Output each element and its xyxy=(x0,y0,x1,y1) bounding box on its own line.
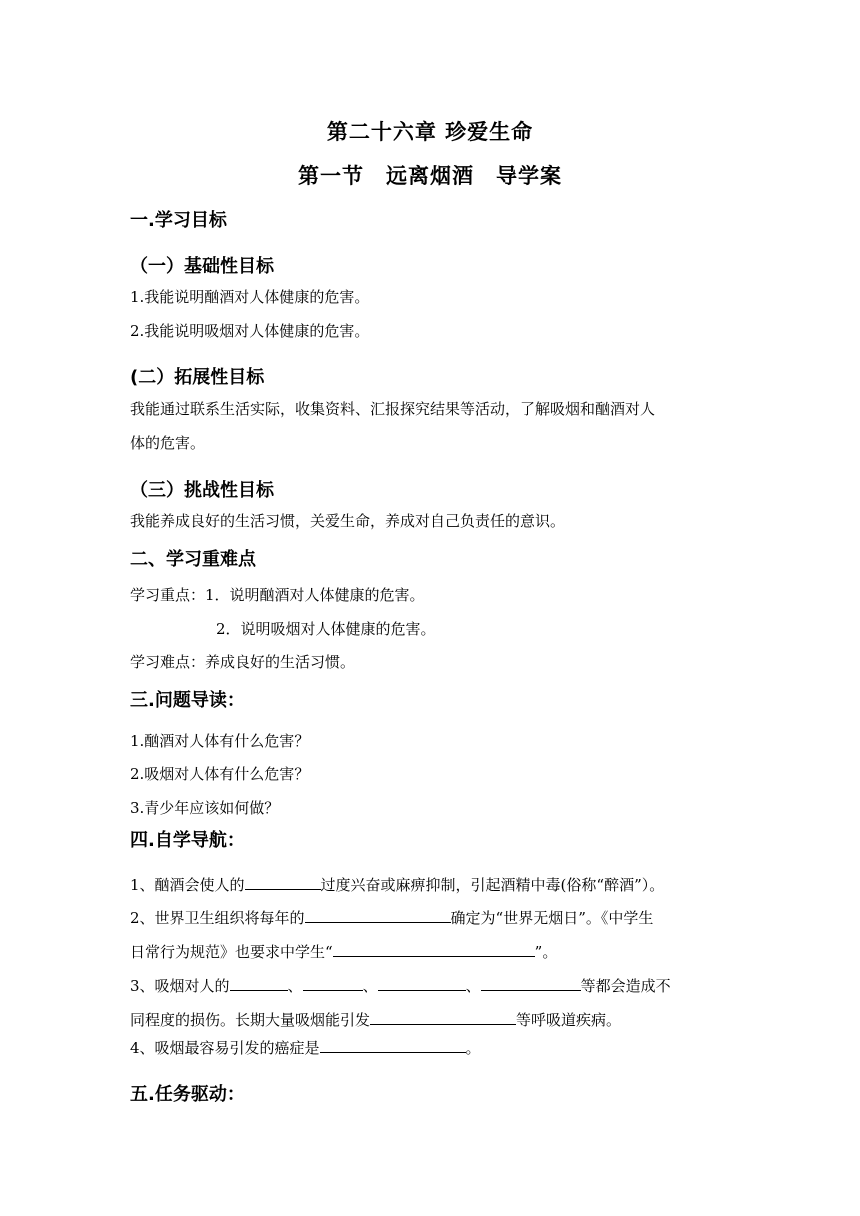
question-2: 2.吸烟对人体有什么危害？ xyxy=(130,765,310,783)
difficult-point: 学习难点：养成良好的生活习惯。 xyxy=(130,653,356,671)
answer-blank[interactable] xyxy=(305,906,451,923)
key-point-1: 学习重点：1．说明酗酒对人体健康的危害。 xyxy=(130,586,425,604)
basic-goal-1: 1.我能说明酗酒对人体健康的危害。 xyxy=(130,288,370,306)
answer-blank[interactable] xyxy=(320,1036,466,1053)
answer-blank[interactable] xyxy=(481,974,581,991)
heading-learning-goals: 一.学习目标 xyxy=(130,210,227,231)
answer-blank[interactable] xyxy=(245,873,321,890)
question-3: 3.青少年应该如何做？ xyxy=(130,799,280,817)
fill-question-2-line-2: 日常行为规范》也要求中学生“ ”。 xyxy=(130,940,557,962)
extended-goal-line-2: 体的危害。 xyxy=(130,434,206,452)
fill-question-3-line-1: 3、吸烟对人的 、 、 、 等都会造成不 xyxy=(130,974,671,996)
fill-question-4: 4、吸烟最容易引发的癌症是 。 xyxy=(130,1036,481,1058)
key-point-2: 2．说明吸烟对人体健康的危害。 xyxy=(216,620,436,638)
heading-task-driven: 五.任务驱动： xyxy=(130,1084,245,1105)
heading-basic-goals: （一）基础性目标 xyxy=(130,256,274,277)
challenge-goal: 我能养成良好的生活习惯，关爱生命，养成对自己负责任的意识。 xyxy=(130,512,566,530)
question-1: 1.酗酒对人体有什么危害？ xyxy=(130,732,310,750)
heading-key-points: 二、学习重难点 xyxy=(130,549,256,570)
extended-goal-line-1: 我能通过联系生活实际，收集资料、汇报探究结果等活动，了解吸烟和酗酒对人 xyxy=(130,400,656,418)
chapter-title: 第二十六章 珍爱生命 xyxy=(326,120,534,144)
answer-blank[interactable] xyxy=(230,974,288,991)
basic-goal-2: 2.我能说明吸烟对人体健康的危害。 xyxy=(130,322,370,340)
answer-blank[interactable] xyxy=(370,1008,516,1025)
answer-blank[interactable] xyxy=(378,974,466,991)
heading-question-reading: 三.问题导读： xyxy=(130,690,245,711)
heading-challenge-goals: （三）挑战性目标 xyxy=(130,480,274,501)
section-title: 第一节 远离烟酒 导学案 xyxy=(298,164,562,188)
heading-extended-goals: (二）拓展性目标 xyxy=(130,367,265,388)
fill-question-1: 1、酗酒会使人的 过度兴奋或麻痹抑制，引起酒精中毒(俗称“醉酒”）。 xyxy=(130,873,664,895)
heading-self-study: 四.自学导航： xyxy=(130,830,245,851)
fill-question-2-line-1: 2、世界卫生组织将每年的 确定为“世界无烟日”。《中学生 xyxy=(130,906,653,928)
answer-blank[interactable] xyxy=(303,974,363,991)
fill-question-3-line-2: 同程度的损伤。长期大量吸烟能引发 等呼吸道疾病。 xyxy=(130,1008,621,1030)
answer-blank[interactable] xyxy=(333,940,535,957)
